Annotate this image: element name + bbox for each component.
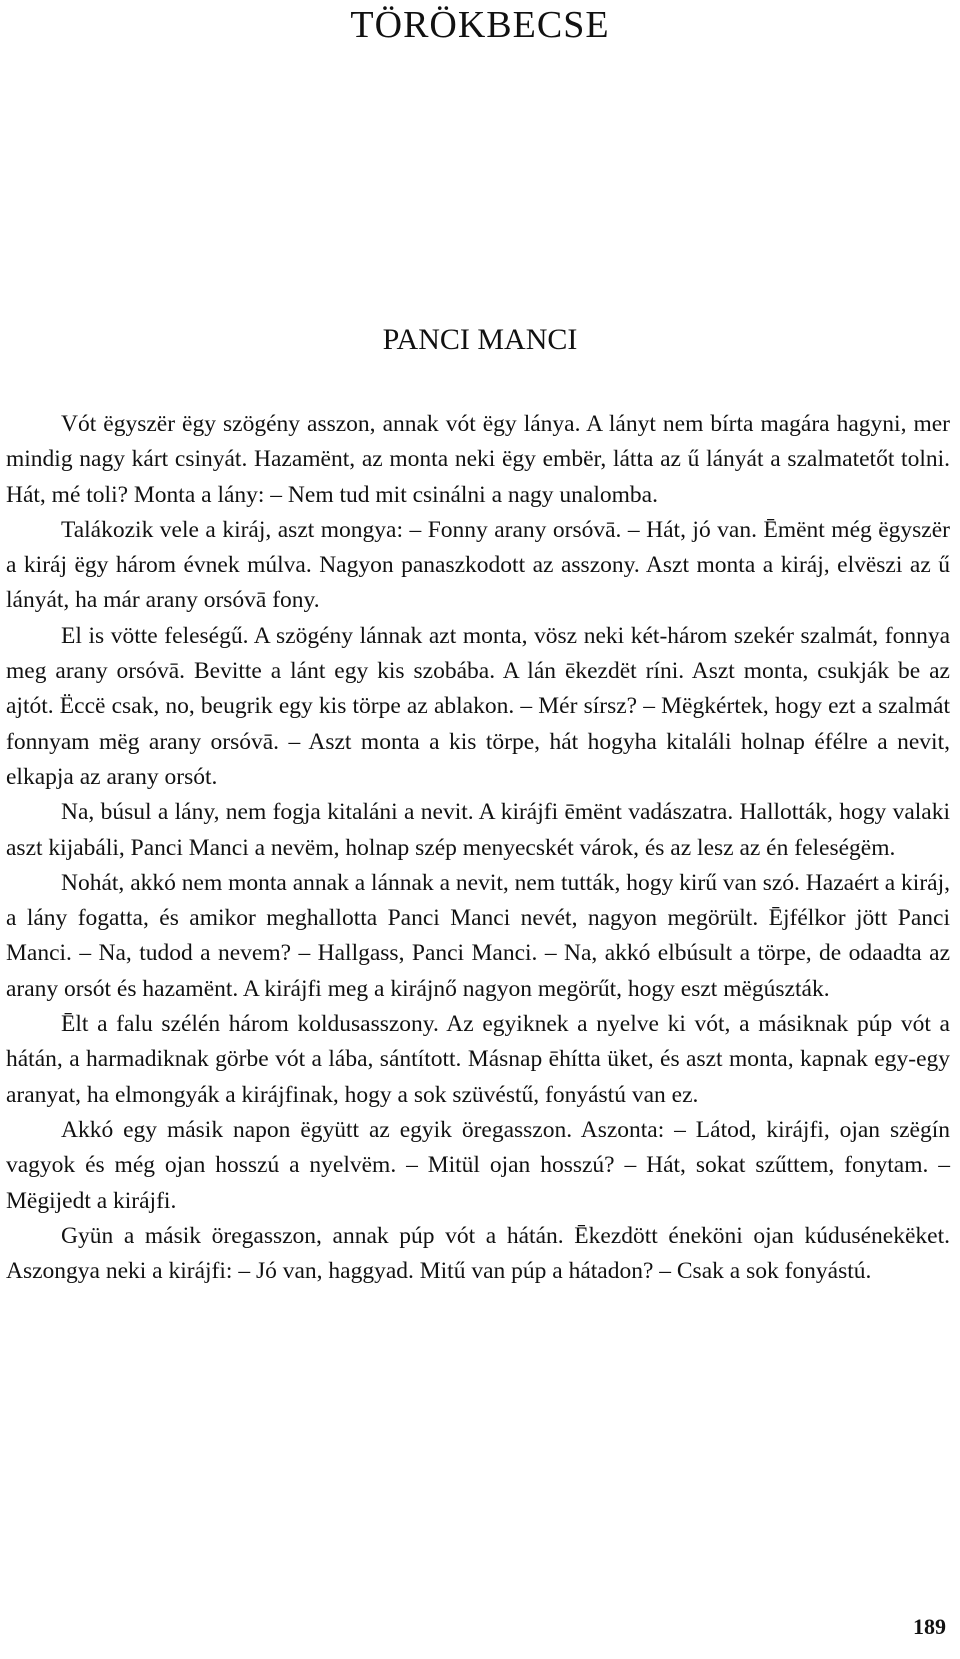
story-title: PANCI MANCI [382, 323, 578, 356]
paragraph: Akkó egy másik napon ëgyütt az egyik öregasszon. Aszonta: – Látod, kirájfi, ojan szëgín vagyok és még ojan hosszú a nyelvëm. – Mitül ojan hosszú? – Hát, sokat szűttem, fonytam. – Mëgijedt a kirájfi. [6, 1116, 950, 1214]
story-body [6, 407, 950, 1289]
page-number: 189 [913, 1614, 946, 1639]
paragraph: Talákozik vele a kiráj, aszt mongya: – Fonny arany orsóvā. – Hát, jó van. Ēmënt még ëgyszër a kiráj ëgy három évnek múlva. Nagyon panaszkodott az asszony. Aszt monta a kiráj, elvëszi az ű lányát, ha már arany orsóvā fony. [6, 516, 950, 614]
paragraph: El is vötte feleségű. A szögény lánnak azt monta, vösz neki két-három szekér szalmát, fonnya meg arany orsóvā. Bevitte a lánt egy kis szobába. A lán ēkezdët ríni. Aszt monta, csukják be az ajtót. Ëccë csak, no, beugrik egy kis törpe az ablakon. – Mér sírsz? – Mëgkértek, hogy ezt a szalmát fonnyam mëg arany orsóvā. – Aszt monta a kis törpe, hát hogyha kitaláli holnap éfélre a nevit, elkapja az arany orsót. [6, 622, 950, 790]
paragraph: Ēlt a falu szélén három koldusasszony. Az egyiknek a nyelve ki vót, a másiknak púp vót a hátán, a harmadiknak görbe vót a lába, sántított. Másnap ēhítta üket, és aszt monta, kapnak egy-egy aranyat, ha elmongyák a kirájfinak, hogy a sok szüvéstű, fonyástú van ez. [6, 1011, 950, 1108]
paragraph: Nohát, akkó nem monta annak a lánnak a nevit, nem tutták, hogy kirű van szó. Hazaért a kiráj, a lány fogatta, és amikor meghallotta Panci Manci nevét, nagyon megörült. Ējfélkor jött Panci Manci. – Na, tudod a nevem? – Hallgass, Panci Manci. – Na, akkó elbúsult a törpe, de odaadta az arany orsót és hazamënt. A kirájfi meg a kirájnő nagyon megörűt, hogy eszt mëgúszták. [6, 869, 950, 1002]
running-head: TÖRÖKBECSE [350, 4, 610, 46]
paragraph: Gyün a másik öregasszon, annak púp vót a hátán. Ēkezdött éneköni ojan kúdusénekëket. Aszongya neki a kirájfi: – Jó van, haggyad. Mitű van púp a hátadon? – Csak a sok fonyástú. [6, 1222, 950, 1285]
paragraph: Na, búsul a lány, nem fogja kitaláni a nevit. A kirájfi ēmënt vadászatra. Hallották, hogy valaki aszt kijabáli, Panci Manci a nevëm, holnap szép menyecskét várok, és az lesz az én feleségëm. [6, 799, 950, 861]
paragraph: Vót ëgyszër ëgy szögény asszon, annak vót ëgy lánya. A lányt nem bírta magára hagyni, mer mindig nagy kárt csinyát. Hazamënt, az monta neki ëgy embër, látta az ű lányát a szalmatetőt tolni. Hát, mé toli? Monta a lány: – Nem tud mit csinálni a nagy unalomba. [6, 411, 950, 508]
